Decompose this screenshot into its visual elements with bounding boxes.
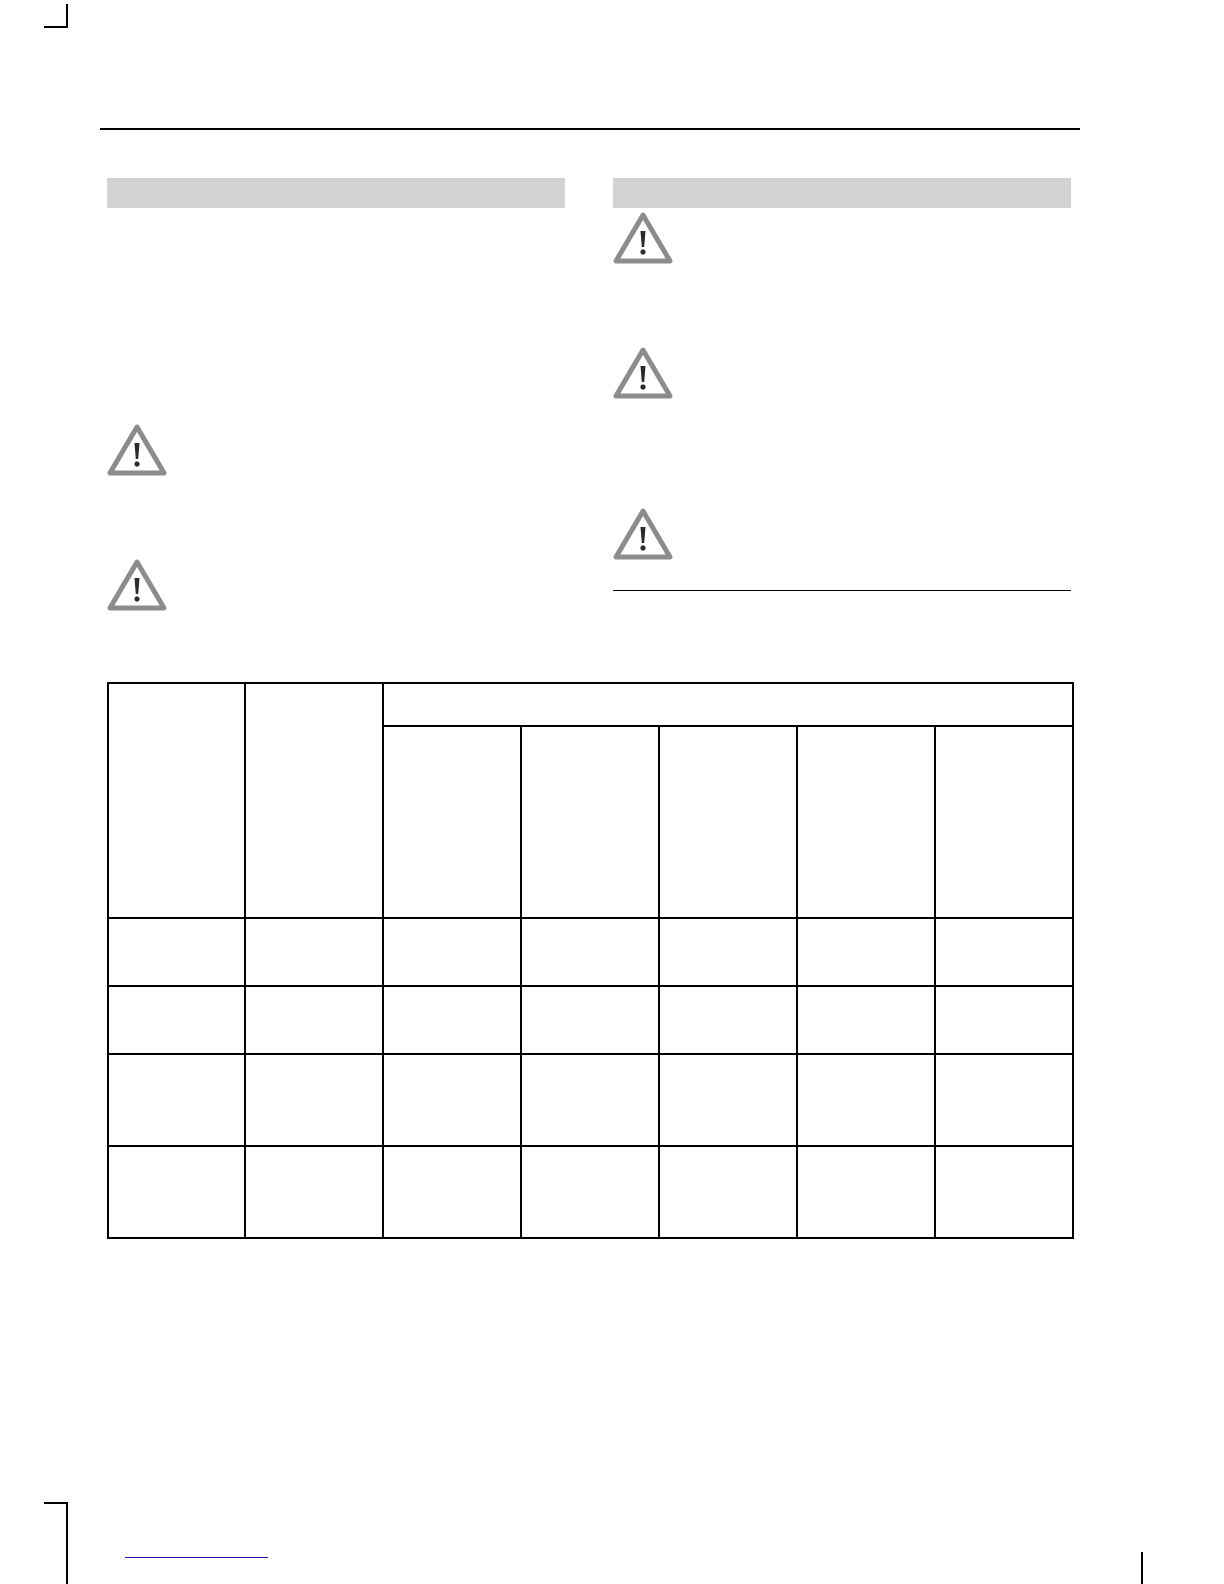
table-subheader-cell (383, 726, 521, 918)
right-column-end-rule (613, 590, 1071, 591)
table-header-col2 (245, 683, 383, 918)
table-cell (521, 1054, 659, 1146)
crop-mark-top-left-horizontal (44, 26, 68, 28)
warning-triangle-icon (613, 212, 673, 264)
table-row (108, 1146, 1073, 1238)
table-cell (521, 1146, 659, 1238)
table-cell (935, 986, 1073, 1054)
table-cell (521, 918, 659, 986)
table-subheader-cell (935, 726, 1073, 918)
table-subheader-cell (797, 726, 935, 918)
table-row (108, 1054, 1073, 1146)
table-cell (245, 918, 383, 986)
left-warning-1 (107, 424, 167, 476)
warning-triangle-icon (613, 508, 673, 560)
table-cell (245, 986, 383, 1054)
table-cell (659, 1054, 797, 1146)
left-warning-2 (107, 559, 167, 611)
table-header-row (108, 683, 1073, 726)
warning-triangle-icon (107, 559, 167, 611)
table-cell (797, 1054, 935, 1146)
footer-link-underline[interactable] (125, 1557, 268, 1558)
right-section-heading-bar (613, 178, 1071, 208)
crop-mark-bottom-left-horizontal (44, 1502, 68, 1504)
data-table (107, 682, 1074, 1239)
warning-triangle-icon (107, 424, 167, 476)
table-row (108, 918, 1073, 986)
table-cell (935, 1146, 1073, 1238)
crop-mark-bottom-left-vertical (66, 1502, 68, 1584)
table-cell (659, 1146, 797, 1238)
table-cell (383, 986, 521, 1054)
table-cell (108, 986, 245, 1054)
right-warning-2 (613, 347, 673, 399)
table-cell (108, 1054, 245, 1146)
table-cell (521, 986, 659, 1054)
table-cell (383, 1146, 521, 1238)
table-cell (797, 918, 935, 986)
right-warning-1 (613, 212, 673, 264)
table-cell (659, 918, 797, 986)
table-cell (383, 918, 521, 986)
table-cell (797, 986, 935, 1054)
crop-mark-bottom-right-vertical (1141, 1552, 1143, 1584)
table-cell (108, 1146, 245, 1238)
table-subheader-cell (521, 726, 659, 918)
right-warning-3 (613, 508, 673, 560)
table-cell (245, 1054, 383, 1146)
table-header-col1 (108, 683, 245, 918)
left-section-heading-bar (107, 178, 565, 208)
table-subheader-cell (659, 726, 797, 918)
crop-mark-top-left-vertical (66, 4, 68, 28)
table-cell (108, 918, 245, 986)
header-rule (100, 128, 1080, 130)
table-cell (935, 918, 1073, 986)
table-cell (659, 986, 797, 1054)
table-cell (935, 1054, 1073, 1146)
table-cell (797, 1146, 935, 1238)
table-cell (245, 1146, 383, 1238)
table-header-group (383, 683, 1073, 726)
table-row (108, 986, 1073, 1054)
warning-triangle-icon (613, 347, 673, 399)
table-cell (383, 1054, 521, 1146)
